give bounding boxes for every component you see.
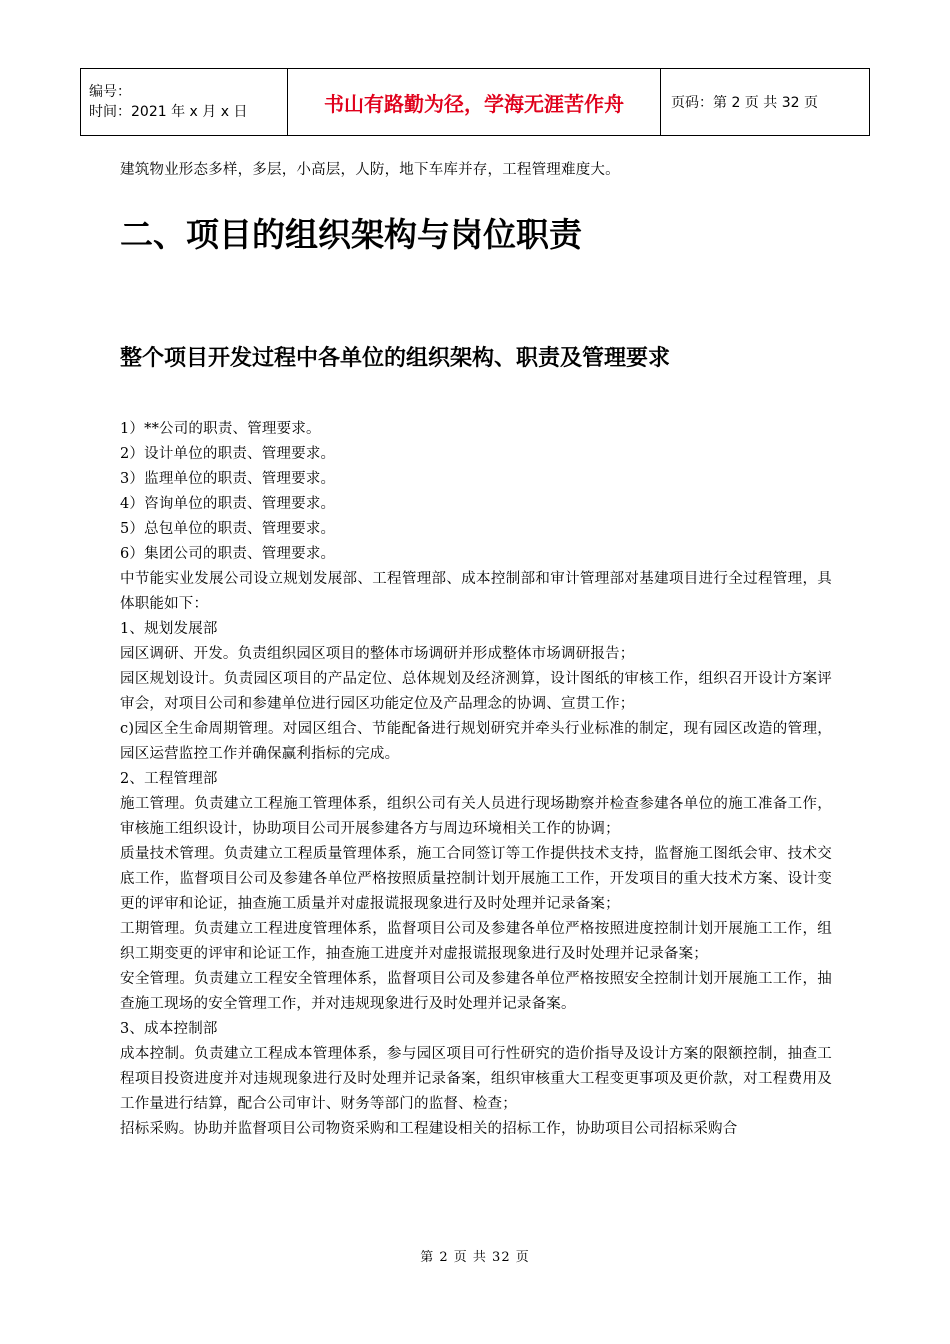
paragraph: 工期管理。负责建立工程进度管理体系，监督项目公司及参建各单位严格按照进度控制计划开展施工工作，组织工期变更的评审和论证工作，抽查施工进度并对虚报谎报现象进行及时处理并记录备案； bbox=[120, 921, 832, 962]
list-item: 5）总包单位的职责、管理要求。 bbox=[120, 521, 336, 537]
header-motto: 书山有路勤为径，学海无涯苦作舟 bbox=[288, 69, 661, 136]
list-item: 1）**公司的职责、管理要求。 bbox=[120, 421, 321, 437]
paragraph: 施工管理。负责建立工程施工管理体系，组织公司有关人员进行现场勘察并检查参建各单位的施工准备工作，审核施工组织设计，协助项目公司开展参建各方与周边环境相关工作的协调； bbox=[120, 796, 832, 837]
document-header bbox=[80, 68, 870, 136]
paragraph: 成本控制。负责建立工程成本管理体系，参与园区项目可行性研究的造价指导及设计方案的限额控制，抽查工程项目投资进度并对违规现象进行及时处理并记录备案，组织审核重大工程变更事项及更价款，对工程费用及工作量进行结算，配合公司审计、财务等部门的监督、检查； bbox=[120, 1046, 832, 1112]
subsection-title: 整个项目开发过程中各单位的组织架构、职责及管理要求 bbox=[120, 346, 671, 371]
paragraph: 园区规划设计。负责园区项目的产品定位、总体规划及经济测算，设计图纸的审核工作，组织召开设计方案评审会，对项目公司和参建单位进行园区功能定位及产品理念的协调、宣贯工作； bbox=[120, 671, 832, 712]
time-label: 时间：2021 年 x 月 x 日 bbox=[89, 104, 248, 120]
section-title: 二、项目的组织架构与岗位职责 bbox=[120, 215, 582, 254]
paragraph-heading-engineering: 2、工程管理部 bbox=[120, 771, 218, 787]
header-page-info: 页码：第 2 页 共 32 页 bbox=[661, 69, 870, 136]
list-item: 4）咨询单位的职责、管理要求。 bbox=[120, 496, 336, 512]
paragraph-heading-cost: 3、成本控制部 bbox=[120, 1021, 218, 1037]
intro-line: 建筑物业形态多样，多层，小高层，人防，地下车库并存，工程管理难度大。 bbox=[120, 162, 620, 178]
page-body bbox=[120, 158, 832, 1142]
paragraph-heading-planning: 1、规划发展部 bbox=[120, 621, 218, 637]
list-item: 3）监理单位的职责、管理要求。 bbox=[120, 471, 336, 487]
paragraph: c)园区全生命周期管理。对园区组合、节能配备进行规划研究并牵头行业标准的制定，现有园区改造的管理，园区运营监控工作并确保赢利指标的完成。 bbox=[120, 721, 832, 762]
header-meta-cell bbox=[81, 69, 288, 136]
page-footer: 第 2 页 共 32 页 bbox=[420, 1250, 530, 1265]
number-label: 编号： bbox=[89, 84, 131, 100]
paragraph: 质量技术管理。负责建立工程质量管理体系，施工合同签订等工作提供技术支持，监督施工图纸会审、技术交底工作，监督项目公司及参建各单位严格按照质量控制计划开展施工工作，开发项目的重大技术方案、设计变更的评审和论证，抽查施工质量并对虚报谎报现象进行及时处理并记录备案； bbox=[120, 846, 832, 912]
paragraph: 安全管理。负责建立工程安全管理体系，监督项目公司及参建各单位严格按照安全控制计划开展施工工作，抽查施工现场的安全管理工作，并对违规现象进行及时处理并记录备案。 bbox=[120, 971, 832, 1012]
list-item: 2）设计单位的职责、管理要求。 bbox=[120, 446, 336, 462]
paragraph: 园区调研、开发。负责组织园区项目的整体市场调研并形成整体市场调研报告； bbox=[120, 646, 635, 662]
requirements-list bbox=[120, 417, 832, 567]
paragraph: 招标采购。协助并监督项目公司物资采购和工程建设相关的招标工作，协助项目公司招标采购合 bbox=[120, 1121, 738, 1137]
list-item: 6）集团公司的职责、管理要求。 bbox=[120, 546, 336, 562]
paragraph-overview: 中节能实业发展公司设立规划发展部、工程管理部、成本控制部和审计管理部对基建项目进行全过程管理，具体职能如下： bbox=[120, 571, 832, 612]
